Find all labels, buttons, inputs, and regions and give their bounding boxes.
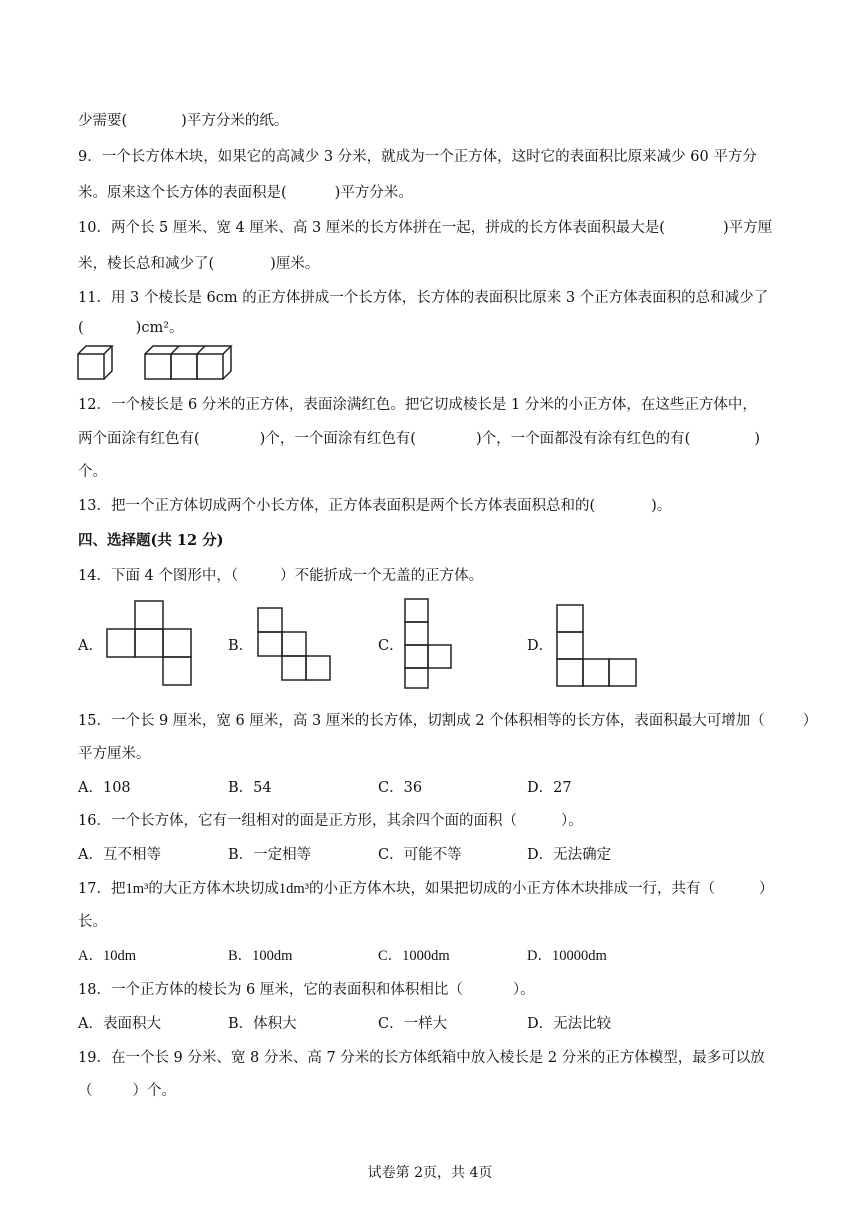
text: 16．一个长方体，它有一组相对的面是正方形，其余四个面的面积（ — [78, 813, 517, 829]
text: 18．一个正方体的棱长为 6 厘米，它的表面积和体积相比（ — [78, 982, 463, 998]
net-figure-d — [556, 604, 646, 694]
text: 14．下面 4 个图形中，（ — [78, 568, 239, 584]
q8-continuation — [78, 111, 288, 131]
text: ） — [758, 881, 774, 897]
text: ）不能折成一个无盖的正方体。 — [280, 568, 484, 584]
q16-option-c[interactable]: C．可能不等 — [378, 847, 462, 863]
q12-line1: 12．一个棱长是 6 分米的正方体，表面涂满红色。把它切成棱长是 1 分米的小正方体，在这些正方体中， — [78, 397, 757, 413]
page-footer: 试卷第 2页，共 4页 — [367, 1165, 493, 1181]
text: ） — [802, 713, 818, 729]
q15-line2: 平方厘米。 — [78, 746, 151, 762]
q18-line — [78, 980, 535, 1000]
text: 少需要( — [78, 113, 128, 129]
q9-line1: 9．一个长方体木块，如果它的高减少 3 分米，就成为一个正方体，这时它的表面积比原来减少 60 平方分 — [78, 149, 757, 165]
net-figure-c — [404, 598, 454, 693]
text: 10．两个长 5 厘米、宽 4 厘米、高 3 厘米的长方体拼在一起，拼成的长方体表面积最大是( — [78, 220, 665, 236]
text: ）个。 — [132, 1083, 176, 1099]
q15-option-b[interactable]: B．54 — [228, 780, 272, 796]
text: （ — [78, 1083, 93, 1099]
q14-option-c-label[interactable]: C． — [378, 638, 404, 654]
q11-line2 — [78, 318, 184, 338]
text: 米。原来这个长方体的表面积是( — [78, 185, 287, 201]
q17-line1 — [78, 879, 773, 899]
q15-option-c[interactable]: C．36 — [378, 780, 423, 796]
q17-option-b[interactable]: B．100dm — [228, 948, 293, 964]
q17-option-a[interactable]: A．10dm — [78, 948, 136, 964]
q10-line2 — [78, 254, 319, 274]
q19-line1: 19．在一个长 9 分米、宽 8 分米、高 7 分米的长方体纸箱中放入棱长是 2 分米的正方体模型，最多可以放 — [78, 1050, 765, 1066]
net-figure-a — [107, 600, 197, 690]
q18-option-c[interactable]: C．一样大 — [378, 1016, 448, 1032]
net-figure-b — [257, 607, 337, 687]
text: ）。 — [512, 982, 535, 998]
q16-line — [78, 811, 583, 831]
text: ( — [78, 320, 84, 336]
three-cube-figure — [145, 346, 240, 382]
q13-line — [78, 496, 671, 516]
unit-cubic-decimeter: 1dm³ — [278, 881, 309, 897]
q14-option-b-label[interactable]: B． — [228, 638, 254, 654]
text: )厘米。 — [270, 256, 320, 272]
text: 的小正方体木块，如果把切成的小正方体木块排成一行，共有（ — [308, 881, 715, 897]
q15-option-a[interactable]: A．108 — [78, 780, 131, 796]
text: 17．把 — [78, 881, 126, 897]
q18-option-d[interactable]: D．无法比较 — [527, 1016, 612, 1032]
q17-option-c[interactable]: C．1000dm — [378, 948, 450, 964]
q18-option-a[interactable]: A．表面积大 — [78, 1016, 161, 1032]
text: ）。 — [560, 813, 583, 829]
q12-line3: 个。 — [78, 464, 107, 480]
text: )cm²。 — [135, 320, 184, 336]
text: )个，一个面都没有涂有红色的有( — [475, 431, 691, 447]
q17-line2: 长。 — [78, 914, 107, 930]
text: )。 — [651, 498, 672, 514]
q16-option-b[interactable]: B．一定相等 — [228, 847, 312, 863]
text: )个，一个面涂有红色有( — [259, 431, 416, 447]
q11-line1: 11．用 3 个棱长是 6cm 的正方体拼成一个长方体，长方体的表面积比原来 3 个正方体表面积的总和减少了 — [78, 290, 769, 306]
text: )平方分米的纸。 — [181, 113, 289, 129]
text: )平方分米。 — [334, 185, 413, 201]
q12-line2 — [78, 429, 760, 449]
single-cube-figure — [78, 346, 118, 382]
text: 的大正方体木块切成 — [148, 881, 279, 897]
q9-line2 — [78, 183, 413, 203]
text: 15．一个长 9 厘米，宽 6 厘米，高 3 厘米的长方体，切割成 2 个体积相等的长方体，表面积最大可增加（ — [78, 713, 765, 729]
text: ) — [754, 431, 760, 447]
q10-line1 — [78, 218, 772, 238]
text: 两个面涂有红色有( — [78, 431, 200, 447]
text: 米，棱长总和减少了( — [78, 256, 215, 272]
q16-option-d[interactable]: D．无法确定 — [527, 847, 612, 863]
unit-cubic-meter: 1m³ — [125, 881, 149, 897]
q14-line — [78, 566, 483, 586]
q17-option-d[interactable]: D．10000dm — [527, 948, 607, 964]
q16-option-a[interactable]: A．互不相等 — [78, 847, 161, 863]
text: 13．把一个正方体切成两个小长方体，正方体表面积是两个长方体表面积总和的( — [78, 498, 596, 514]
q19-line2 — [78, 1081, 176, 1101]
q14-option-a-label[interactable]: A． — [78, 638, 103, 654]
q18-option-b[interactable]: B．体积大 — [228, 1016, 297, 1032]
q15-option-d[interactable]: D．27 — [527, 780, 572, 796]
text: )平方厘 — [722, 220, 773, 236]
section-heading: 四、选择题(共 12 分) — [78, 532, 224, 549]
q15-line1 — [78, 711, 817, 731]
q14-option-d-label[interactable]: D． — [527, 638, 554, 654]
